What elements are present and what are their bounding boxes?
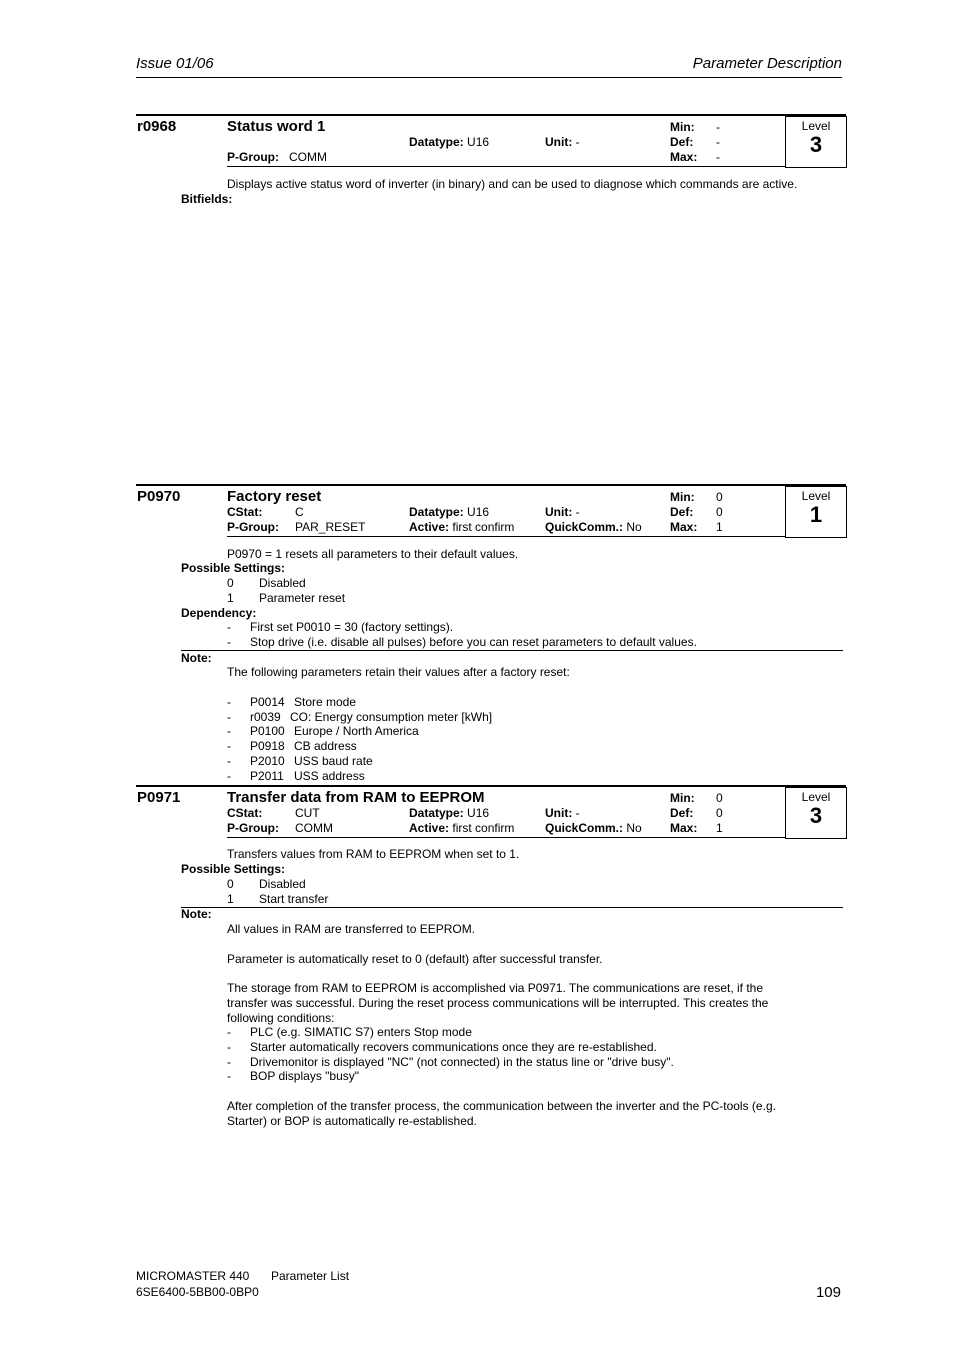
level-label: Level [801,790,831,804]
max-label: Max: [670,520,698,534]
header-rule [136,77,842,78]
note-label: Note: [181,907,212,921]
def-value: 0 [716,806,723,820]
note-paragraph-line: Starter) or BOP is automatically re-established. [227,1114,477,1128]
setting-text: Disabled [259,576,306,590]
note-rule [181,907,843,908]
param-description: Displays active status word of inverter (in binary) and can be used to diagnose which commands are active. [227,177,798,191]
note-item: Drivemonitor is displayed "NC" (not connected) in the status line or "drive busy". [250,1055,674,1069]
param-description: P0970 = 1 resets all parameters to their default values. [227,547,519,561]
param-description: Transfers values from RAM to EEPROM when set to 1. [227,847,520,861]
note-paragraph: Parameter is automatically reset to 0 (default) after successful transfer. [227,952,603,966]
footer-doc-type: Parameter List [271,1269,350,1283]
param-title: Status word 1 [227,118,326,135]
bullet-dash: - [227,1069,231,1083]
note-item-code: P0014 [250,695,285,709]
bullet-dash: - [227,1025,231,1039]
quickcomm-field: QuickComm.: No [545,520,642,534]
note-item-code: P0918 [250,739,285,753]
setting-value: 0 [227,877,234,891]
note-item-text: CB address [294,739,357,753]
pgroup-label: P-Group: [227,821,279,835]
level-box [785,787,847,839]
setting-text: Parameter reset [259,591,346,605]
param-top-rule [136,484,846,486]
level-number: 3 [809,132,823,157]
bullet-dash: - [227,620,231,634]
param-id: P0971 [137,789,181,806]
min-label: Min: [670,490,695,504]
param-bottom-rule [227,837,785,838]
note-paragraph-line: following conditions: [227,1011,335,1025]
min-label: Min: [670,791,695,805]
cstat-value: CUT [295,806,320,820]
bullet-dash: - [227,695,231,709]
dependency-item: Stop drive (i.e. disable all pulses) before you can reset parameters to default values. [250,635,697,649]
def-value: - [716,135,720,149]
bullet-dash: - [227,754,231,768]
def-label: Def: [670,135,694,149]
bullet-dash: - [227,739,231,753]
note-item-text: USS baud rate [294,754,373,768]
bullet-dash: - [227,710,231,724]
datatype-field: Datatype: U16 [409,806,490,820]
note-item: Starter automatically recovers communications once they are re-established. [250,1040,657,1054]
note-intro: The following parameters retain their values after a factory reset: [227,665,570,679]
min-label: Min: [670,120,695,134]
max-label: Max: [670,150,698,164]
def-label: Def: [670,505,694,519]
dependency-item: First set P0010 = 30 (factory settings). [250,620,454,634]
max-label: Max: [670,821,698,835]
issue-label: Issue 01/06 [136,55,214,72]
unit-field: Unit: - [545,806,580,820]
param-bottom-rule [227,166,785,167]
param-top-rule [136,114,846,116]
level-number: 3 [809,803,823,828]
def-label: Def: [670,806,694,820]
param-bottom-rule [227,536,785,537]
setting-value: 1 [227,892,234,906]
note-paragraph-line: transfer was successful. During the reset process communications will be interrupted. This creates the [227,996,769,1010]
max-value: - [716,150,720,164]
bullet-dash: - [227,635,231,649]
note-rule [181,650,843,651]
active-field: Active: first confirm [409,520,515,534]
setting-value: 1 [227,591,234,605]
pgroup-label: P-Group: [227,520,279,534]
pgroup-field: P-Group: COMM [227,150,328,164]
bitfields-label: Bitfields: [181,192,233,206]
param-id: r0968 [137,118,177,135]
level-number: 1 [809,502,823,527]
page-number: 109 [815,1284,841,1301]
level-label: Level [801,489,831,503]
param-title: Transfer data from RAM to EEPROM [227,789,485,806]
footer-product: MICROMASTER 440 [136,1269,250,1283]
pgroup-value: COMM [295,821,333,835]
note-item: PLC (e.g. SIMATIC S7) enters Stop mode [250,1025,472,1039]
unit-field: Unit: - [545,135,580,149]
note-item-text: Store mode [294,695,357,709]
note-paragraph-line: After completion of the transfer process, the communication between the inverter and the PC-tools (e.g. [227,1099,776,1113]
setting-text: Start transfer [259,892,329,906]
note-item-text: CO: Energy consumption meter [kWh] [290,710,493,724]
note-item-code: r0039 [250,710,281,724]
bullet-dash: - [227,1040,231,1054]
note-label: Note: [181,651,212,665]
note-paragraph: All values in RAM are transferred to EEPROM. [227,922,476,936]
max-value: 1 [716,821,723,835]
bullet-dash: - [227,769,231,783]
bullet-dash: - [227,1055,231,1069]
cstat-value: C [295,505,304,519]
level-label: Level [801,119,831,133]
footer-order-number: 6SE6400-5BB00-0BP0 [136,1285,259,1299]
note-item-code: P0100 [250,724,285,738]
active-field: Active: first confirm [409,821,515,835]
datatype-field: Datatype: U16 [409,505,490,519]
note-item-text: USS address [294,769,365,783]
cstat-label: CStat: [227,505,263,519]
note-item-code: P2010 [250,754,285,768]
cstat-label: CStat: [227,806,263,820]
note-item-code: P2011 [250,769,284,783]
dependency-label: Dependency: [181,606,257,620]
quickcomm-field: QuickComm.: No [545,821,642,835]
param-title: Factory reset [227,488,322,505]
settings-label: Possible Settings: [181,862,286,876]
level-box [785,486,847,538]
note-paragraph-line: The storage from RAM to EEPROM is accomplished via P0971. The communications are reset, if the [227,981,764,995]
setting-value: 0 [227,576,234,590]
settings-label: Possible Settings: [181,561,286,575]
pgroup-value: PAR_RESET [295,520,366,534]
note-item: BOP displays "busy" [250,1069,360,1083]
min-value: 0 [716,490,723,504]
param-top-rule [136,785,846,787]
param-id: P0970 [137,488,181,505]
min-value: - [716,120,720,134]
def-value: 0 [716,505,723,519]
setting-text: Disabled [259,877,306,891]
note-item-text: Europe / North America [294,724,419,738]
datatype-field: Datatype: U16 [409,135,490,149]
level-box [785,116,847,168]
unit-field: Unit: - [545,505,580,519]
section-title: Parameter Description [692,55,842,72]
min-value: 0 [716,791,723,805]
bullet-dash: - [227,724,231,738]
max-value: 1 [716,520,723,534]
